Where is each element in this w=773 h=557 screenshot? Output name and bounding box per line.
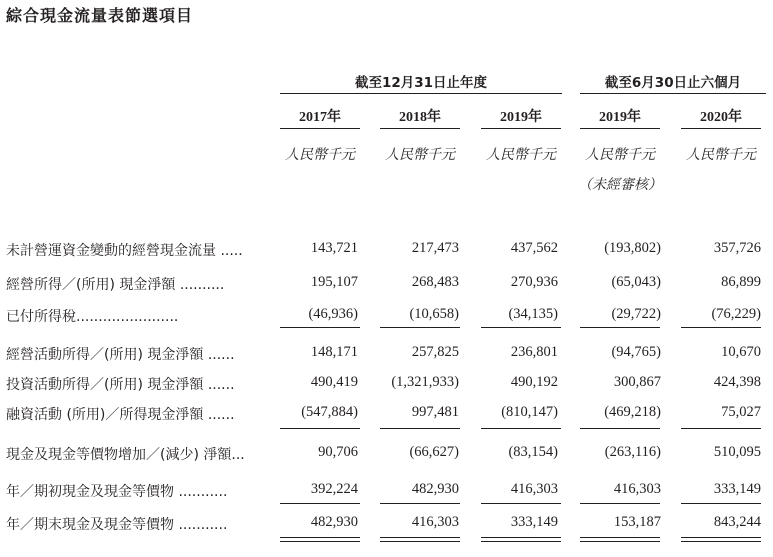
row-label: 年／期初現金及現金等價物 ........... xyxy=(6,484,228,500)
cell: (10,658) xyxy=(409,306,459,322)
column-header-2017: 2017年 xyxy=(299,110,341,125)
subtotal-rule xyxy=(681,503,761,504)
cell: 90,706 xyxy=(318,444,358,460)
cell: (66,627) xyxy=(409,444,459,460)
cell: (34,135) xyxy=(508,306,558,322)
cell: 333,149 xyxy=(510,514,558,530)
subtotal-rule xyxy=(280,503,360,504)
column-header-2020-interim: 2020年 xyxy=(700,110,742,125)
column-underline xyxy=(580,128,660,129)
cell: 392,224 xyxy=(310,481,358,497)
cell: 997,481 xyxy=(411,404,459,420)
cell: (46,936) xyxy=(308,306,358,322)
cell: 333,149 xyxy=(713,481,761,497)
cell: (469,218) xyxy=(604,404,661,420)
subtotal-rule xyxy=(481,327,561,328)
cell: (94,765) xyxy=(611,344,661,360)
row-label: 經營所得／(所用) 現金淨額 .......... xyxy=(6,277,225,293)
cell: (193,802) xyxy=(604,240,661,256)
subtotal-rule xyxy=(580,327,660,328)
cell: 75,027 xyxy=(721,404,761,420)
row-label: 融資活動 (所用)／所得現金淨額 ...... xyxy=(6,407,235,423)
total-double-rule xyxy=(380,537,460,542)
cell: (65,043) xyxy=(611,274,661,290)
subtotal-rule xyxy=(380,428,460,429)
cell: (263,116) xyxy=(604,444,661,460)
column-header-2018: 2018年 xyxy=(399,110,441,125)
cell: 148,171 xyxy=(310,344,358,360)
column-underline xyxy=(380,128,460,129)
group-underline-six-months xyxy=(580,93,766,94)
cell: 270,936 xyxy=(510,274,558,290)
total-double-rule xyxy=(280,537,360,542)
row-label: 未計營運資金變動的經營現金流量 ..... xyxy=(6,243,243,259)
cell: 236,801 xyxy=(510,344,558,360)
cell: 490,419 xyxy=(310,374,358,390)
column-underline xyxy=(481,128,561,129)
page-title: 綜合現金流量表節選項目 xyxy=(6,6,194,25)
subtotal-rule xyxy=(280,327,360,328)
column-header-2019: 2019年 xyxy=(500,110,542,125)
subtotal-rule xyxy=(280,428,360,429)
cell: 153,187 xyxy=(613,514,661,530)
row-label: 投資活動所得／(所用) 現金淨額 ...... xyxy=(6,377,235,393)
cell: 424,398 xyxy=(713,374,761,390)
subtotal-rule xyxy=(580,503,660,504)
cell: (29,722) xyxy=(611,306,661,322)
subtotal-rule xyxy=(481,428,561,429)
cell: 482,930 xyxy=(310,514,358,530)
cell: 195,107 xyxy=(310,274,358,290)
cell: 143,721 xyxy=(310,240,358,256)
subtotal-rule xyxy=(380,327,460,328)
cell: 300,867 xyxy=(613,374,661,390)
column-unit: 人民幣千元 xyxy=(385,147,455,163)
total-double-rule xyxy=(580,537,660,542)
group-underline-year-ended xyxy=(280,93,562,94)
cell: (810,147) xyxy=(501,404,558,420)
cell: 357,726 xyxy=(713,240,761,256)
cell: 257,825 xyxy=(411,344,459,360)
column-unit: 人民幣千元 xyxy=(585,147,655,163)
cell: 86,899 xyxy=(721,274,761,290)
column-underline xyxy=(280,128,360,129)
total-double-rule xyxy=(681,537,761,542)
cell: 10,670 xyxy=(721,344,761,360)
cell: (1,321,933) xyxy=(391,374,459,390)
subtotal-rule xyxy=(380,503,460,504)
cell: 437,562 xyxy=(510,240,558,256)
cell: 217,473 xyxy=(411,240,459,256)
subtotal-rule xyxy=(681,327,761,328)
subtotal-rule xyxy=(481,503,561,504)
unaudited-note: （未經審核） xyxy=(578,177,662,193)
row-label: 經營活動所得／(所用) 現金淨額 ...... xyxy=(6,347,235,363)
row-label: 年／期末現金及現金等價物 ........... xyxy=(6,517,228,533)
row-label: 已付所得稅....................... xyxy=(6,309,179,325)
group-header-six-months: 截至6月30日止六個月 xyxy=(604,75,742,91)
cell: (76,229) xyxy=(711,306,761,322)
cell: 490,192 xyxy=(510,374,558,390)
column-unit: 人民幣千元 xyxy=(686,147,756,163)
column-underline xyxy=(681,128,761,129)
column-header-2019-interim: 2019年 xyxy=(599,110,641,125)
group-header-year-ended: 截至12月31日止年度 xyxy=(354,75,488,91)
cell: 416,303 xyxy=(510,481,558,497)
subtotal-rule xyxy=(580,428,660,429)
subtotal-rule xyxy=(681,428,761,429)
cell: 843,244 xyxy=(713,514,761,530)
cell: 268,483 xyxy=(411,274,459,290)
cell: 416,303 xyxy=(613,481,661,497)
cell: 482,930 xyxy=(411,481,459,497)
total-double-rule xyxy=(481,537,561,542)
column-unit: 人民幣千元 xyxy=(285,147,355,163)
cell: (83,154) xyxy=(508,444,558,460)
column-unit: 人民幣千元 xyxy=(486,147,556,163)
cell: (547,884) xyxy=(301,404,358,420)
row-label: 現金及現金等價物增加／(減少) 淨額... xyxy=(6,447,245,463)
cell: 416,303 xyxy=(411,514,459,530)
cell: 510,095 xyxy=(713,444,761,460)
